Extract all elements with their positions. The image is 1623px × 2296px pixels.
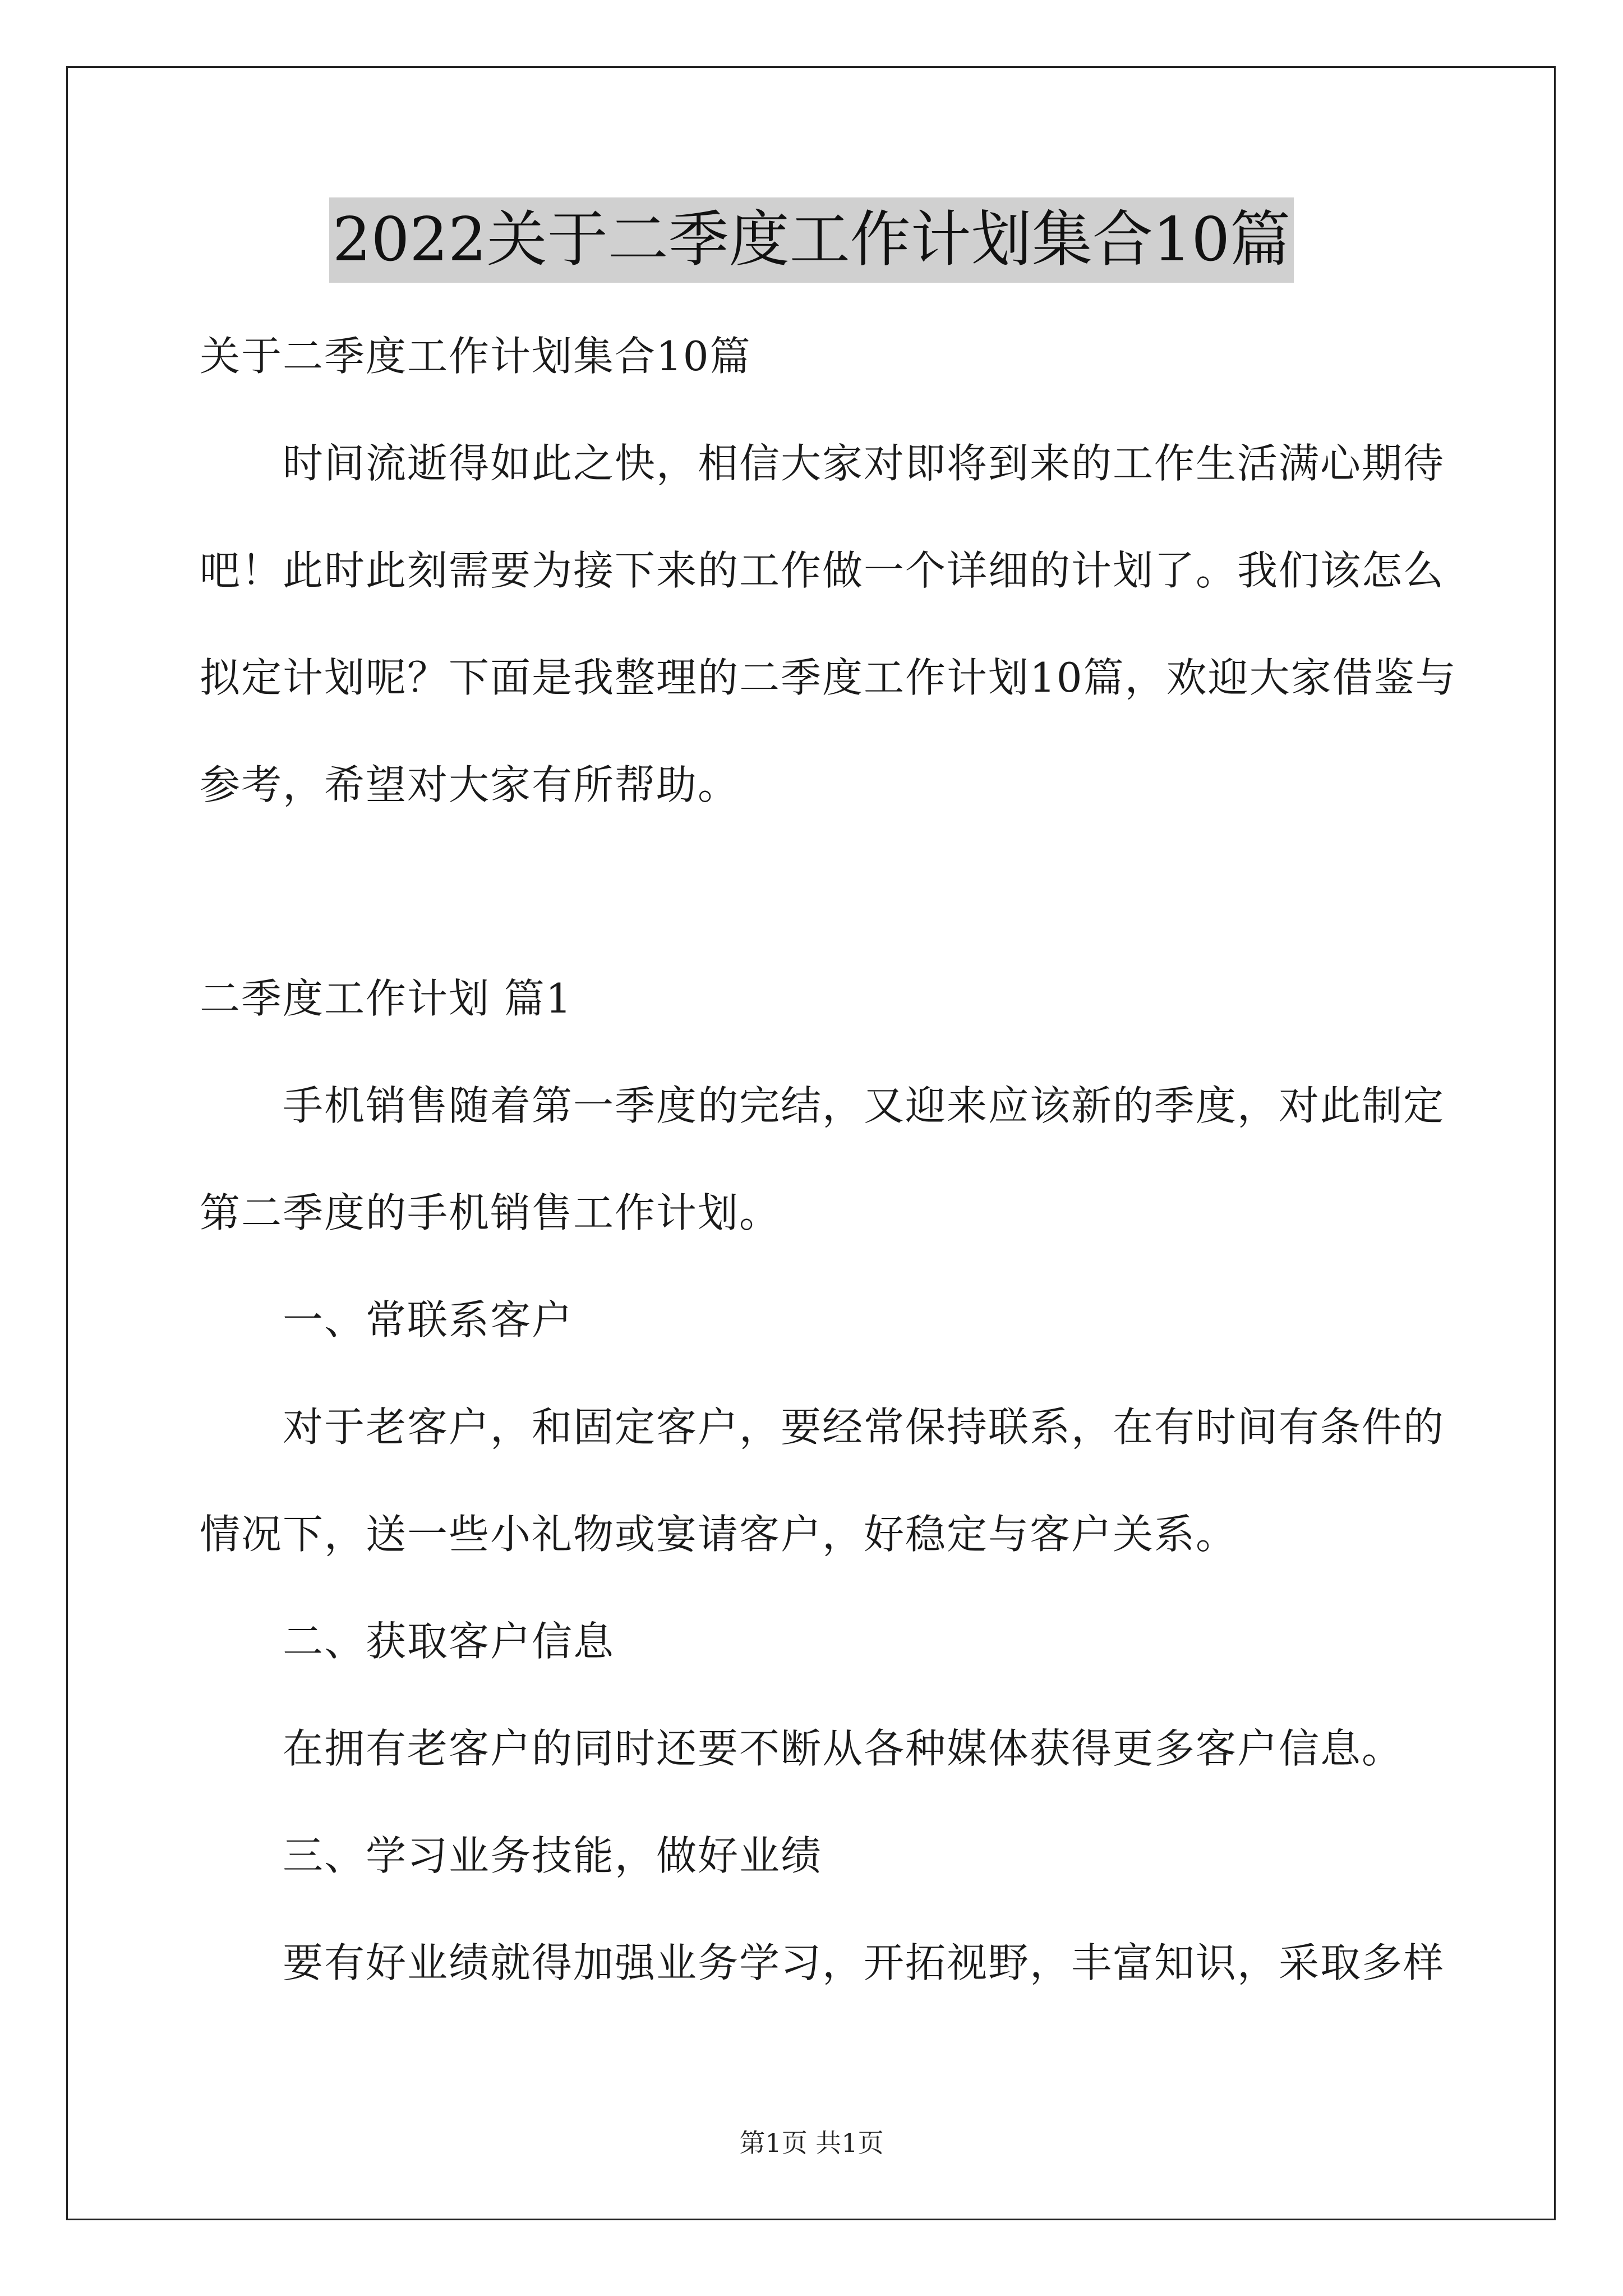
section-heading: 二季度工作计划 篇1 bbox=[200, 975, 573, 1022]
intro-line-2: 吧！此时此刻需要为接下来的工作做一个详细的计划了。我们该怎么 bbox=[200, 547, 1445, 594]
body-line-5: 在拥有老客户的同时还要不断从各种媒体获得更多客户信息。 bbox=[283, 1725, 1404, 1772]
title-container bbox=[0, 197, 1623, 283]
subheading-1: 一、常联系客户 bbox=[283, 1296, 574, 1343]
intro-line-1: 时间流逝得如此之快，相信大家对即将到来的工作生活满心期待 bbox=[283, 440, 1445, 487]
intro-line-4: 参考，希望对大家有所帮助。 bbox=[200, 761, 740, 808]
body-line-3: 对于老客户，和固定客户，要经常保持联系，在有时间有条件的 bbox=[283, 1404, 1445, 1451]
page-footer: 第1页 共1页 bbox=[739, 2128, 884, 2158]
body-line-6: 要有好业绩就得加强业务学习，开拓视野，丰富知识，采取多样 bbox=[283, 1939, 1445, 1986]
paragraph-spacer bbox=[200, 839, 1427, 945]
intro-line-3: 拟定计划呢？下面是我整理的二季度工作计划10篇，欢迎大家借鉴与 bbox=[200, 654, 1457, 701]
document-subtitle: 关于二季度工作计划集合10篇 bbox=[200, 333, 751, 380]
body-line-4: 情况下，送一些小礼物或宴请客户，好稳定与客户关系。 bbox=[200, 1511, 1238, 1558]
body-line-2: 第二季度的手机销售工作计划。 bbox=[200, 1189, 781, 1236]
document-body bbox=[200, 303, 1457, 2017]
subheading-2: 二、获取客户信息 bbox=[283, 1618, 615, 1665]
subheading-3: 三、学习业务技能，做好业绩 bbox=[283, 1832, 823, 1879]
body-line-1: 手机销售随着第一季度的完结，又迎来应该新的季度，对此制定 bbox=[283, 1082, 1445, 1129]
document-title: 2022关于二季度工作计划集合10篇 bbox=[329, 197, 1294, 283]
